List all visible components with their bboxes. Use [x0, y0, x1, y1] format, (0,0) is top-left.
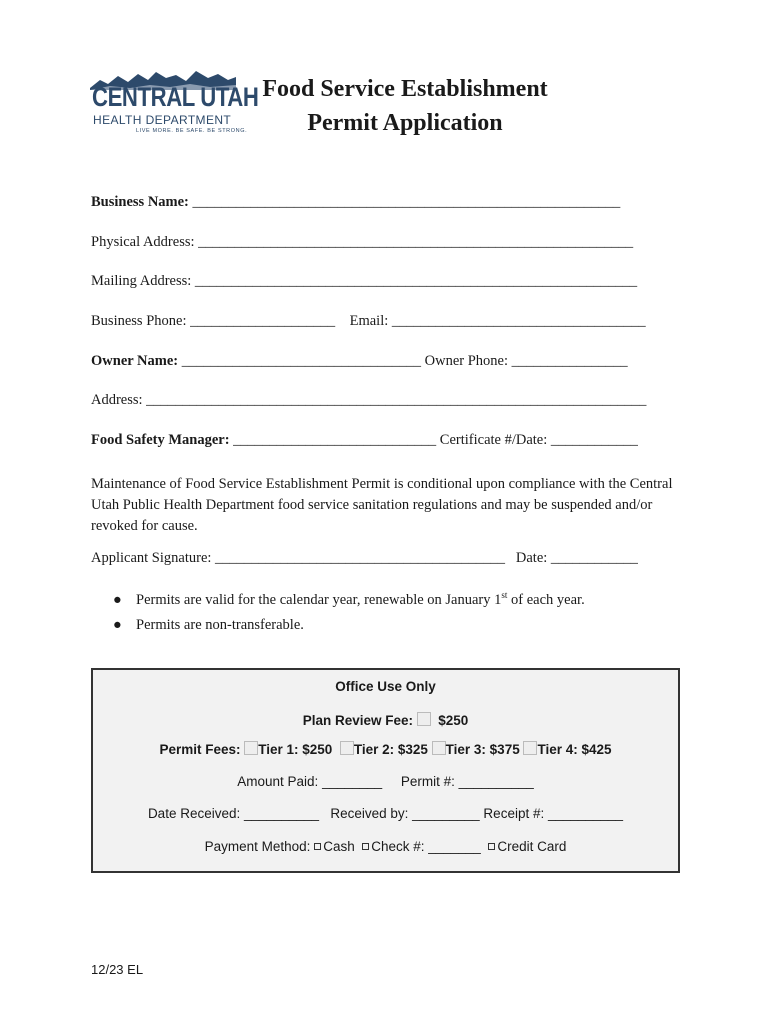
payment-method-row: Payment Method: Cash Check #: _______ Credit Card	[204, 839, 567, 854]
owner-name-blank[interactable]: _________________________________ Owner Phone: ________________	[178, 353, 628, 369]
business-phone-email-field[interactable]: Business Phone: ____________________ Email: ___________________________________	[91, 313, 646, 329]
address-field[interactable]: Address: _____________________________________________________________________	[91, 392, 647, 408]
tier-4-checkbox[interactable]	[523, 741, 537, 755]
food-safety-manager-label: Food Safety Manager:	[91, 432, 230, 448]
plan-review-checkbox[interactable]	[417, 712, 431, 726]
tier-1-checkbox[interactable]	[244, 741, 258, 755]
credit-card-checkbox[interactable]	[488, 843, 495, 850]
bullet-icon: ●	[113, 591, 122, 608]
food-safety-manager-blank[interactable]: ____________________________ Certificate #/Date: ____________	[229, 432, 638, 448]
title-line-1: Food Service Establishment	[262, 76, 548, 102]
footer-revision: 12/23 EL	[91, 962, 144, 977]
plan-review-fee-row: Plan Review Fee: $250	[302, 713, 469, 728]
bullet-item-transfer: ● Permits are non-transferable.	[113, 617, 304, 633]
amount-paid-row[interactable]: Amount Paid: ________ Permit #: __________	[237, 774, 534, 789]
logo-wordmark: CENTRAL UTAH	[92, 82, 259, 112]
bullet-item-validity: ● Permits are valid for the calendar year, renewable on January 1st of each year.	[113, 590, 585, 608]
page-title	[235, 72, 575, 140]
business-name-blank[interactable]: ___________________________________________________________	[188, 194, 621, 210]
mailing-address-field[interactable]: Mailing Address: _____________________________________________________________	[91, 273, 638, 289]
office-use-only-box	[91, 668, 680, 873]
food-safety-manager-field[interactable]	[91, 432, 638, 449]
logo-subtitle: HEALTH DEPARTMENT	[93, 113, 232, 127]
business-name-field[interactable]	[91, 194, 620, 211]
title-line-2: Permit Application	[307, 110, 503, 136]
tier-3-checkbox[interactable]	[432, 741, 446, 755]
owner-name-field[interactable]	[91, 353, 628, 370]
owner-name-label: Owner Name:	[91, 353, 179, 369]
bullet-icon: ●	[113, 617, 122, 633]
tier-2-checkbox[interactable]	[340, 741, 354, 755]
business-name-label: Business Name:	[91, 194, 189, 210]
health-department-logo	[90, 68, 259, 140]
physical-address-field[interactable]: Physical Address: ____________________________________________________________	[91, 234, 634, 250]
logo-tagline: LIVE MORE. BE SAFE. BE STRONG.	[136, 128, 248, 134]
date-received-row[interactable]: Date Received: __________ Received by: _________ Receipt #: __________	[147, 806, 624, 821]
compliance-paragraph: Maintenance of Food Service Establishment Permit is conditional upon compliance with the Central Utah Public Health Department food service sanitation regulations and may be suspended and/or revoked for cause.	[91, 476, 673, 534]
permit-fees-row: Permit Fees: Tier 1: $250 Tier 2: $325 Tier 3: $375 Tier 4: $425	[159, 742, 612, 757]
cash-checkbox[interactable]	[314, 843, 321, 850]
check-checkbox[interactable]	[362, 843, 369, 850]
applicant-signature-field[interactable]: Applicant Signature: ________________________________________ Date: ____________	[91, 550, 638, 566]
office-use-heading: Office Use Only	[335, 679, 436, 694]
